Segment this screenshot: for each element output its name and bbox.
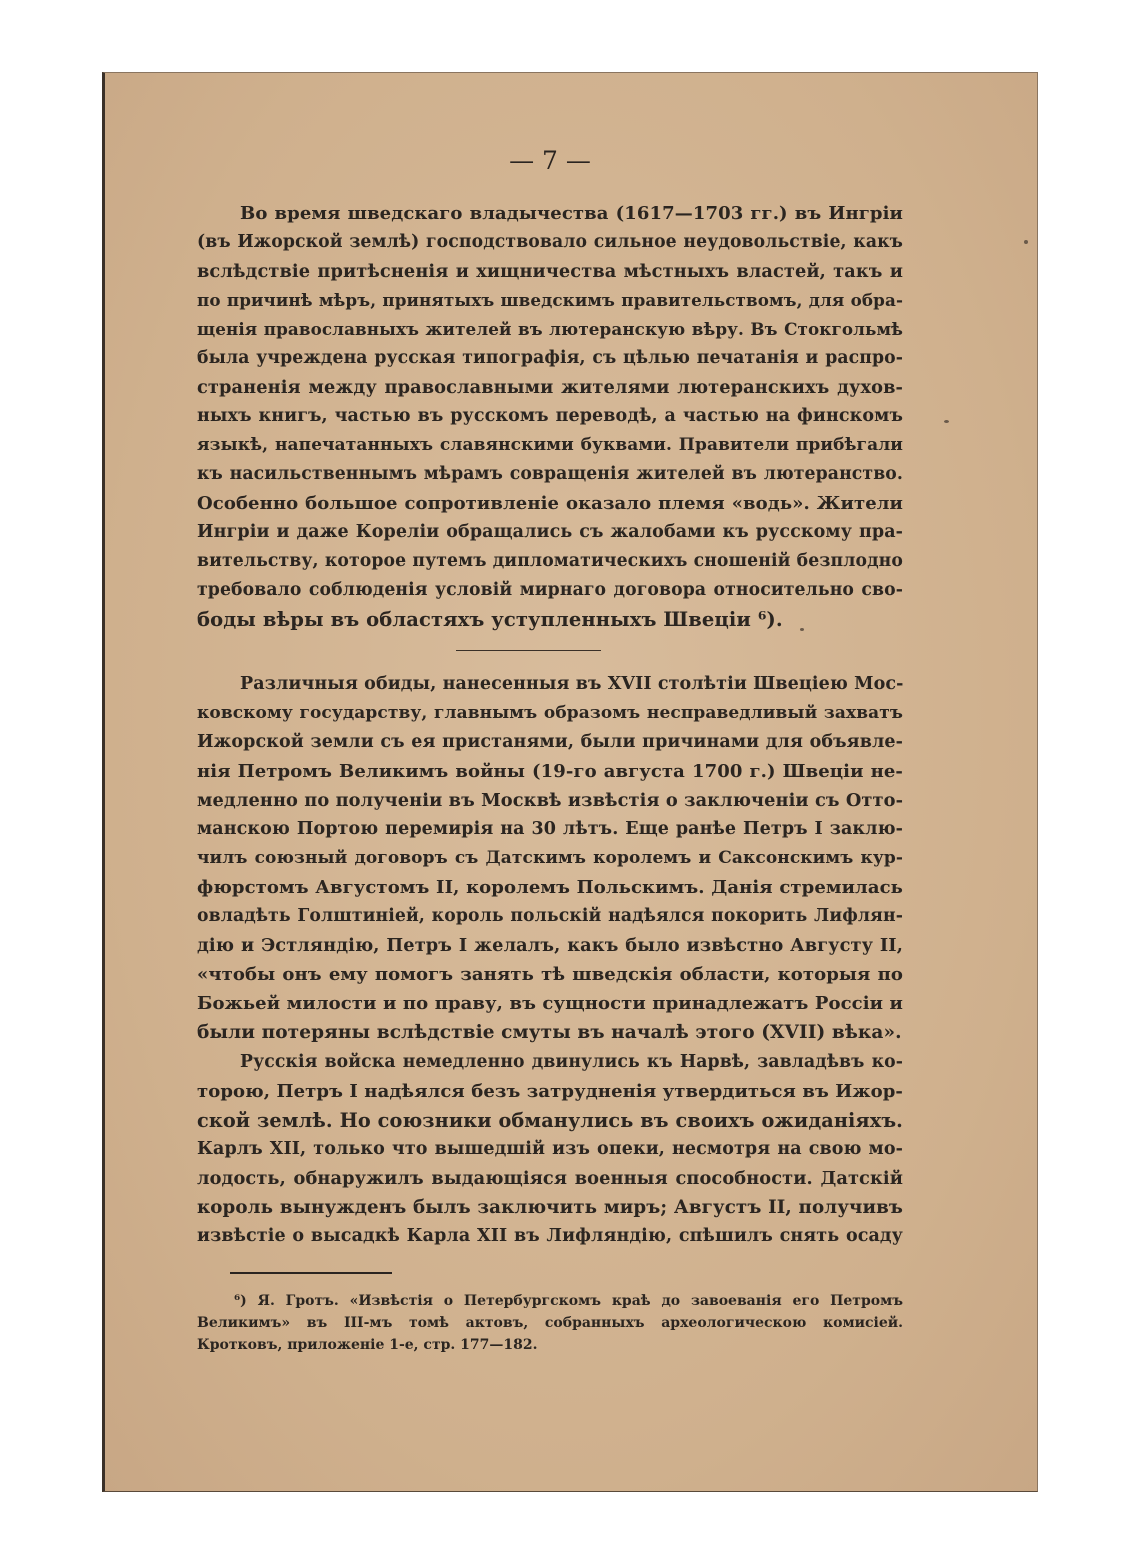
paper-speck: [1024, 240, 1028, 244]
text-line: «чтобы онъ ему помогъ занять тѣ шведскія области, которыя по: [197, 964, 903, 985]
text-line: (въ Ижорской землѣ) господствовало сильное неудовольствіе, какъ: [197, 232, 903, 252]
text-line: Особенно большое сопротивленіе оказало племя «водь». Жители: [197, 493, 903, 514]
text-line: фюрстомъ Августомъ II, королемъ Польскимъ. Данія стремилась: [197, 877, 903, 898]
text-line: торою, Петръ I надѣялся безъ затрудненія утвердиться въ Ижор-: [197, 1081, 903, 1102]
text-line: король вынужденъ былъ заключить миръ; Августъ II, получивъ: [197, 1197, 903, 1218]
text-line: лодость, обнаружилъ выдающіяся военныя способности. Датскій: [197, 1168, 903, 1189]
text-line: были потеряны вслѣдствіе смуты въ началѣ этого (XVII) вѣка».: [197, 1022, 902, 1043]
text-line: ской землѣ. Но союзники обманулись въ своихъ ожиданіяхъ.: [197, 1109, 903, 1132]
footnote-line: ⁶) Я. Гротъ. «Извѣстія о Петербургскомъ краѣ до завоеванія его Петромъ: [234, 1293, 903, 1309]
text-line: нія Петромъ Великимъ войны (19-го августа 1700 г.) Швеціи не-: [197, 761, 903, 782]
text-line: Различныя обиды, нанесенныя въ XVII столѣтіи Швеціею Мос-: [240, 674, 904, 694]
text-line: Русскія войска немедленно двинулись къ Нарвѣ, завладѣвъ ко-: [240, 1052, 903, 1072]
text-line: языкѣ, напечатанныхъ славянскими буквами. Правители прибѣгали: [197, 435, 903, 455]
text-line: Божьей милости и по праву, въ сущности принадлежатъ Россіи и: [197, 993, 903, 1014]
paper-speck: [800, 628, 804, 631]
text-line: страненія между православными жителями лютеранскихъ духов-: [197, 377, 903, 398]
text-line: чилъ союзный договоръ съ Датскимъ королемъ и Саксонскимъ кур-: [197, 848, 903, 868]
section-divider: [456, 650, 601, 651]
text-line: боды вѣры въ областяхъ уступленныхъ Швеціи ⁶).: [197, 608, 783, 631]
text-line: медленно по полученіи въ Москвѣ извѣстія о заключеніи съ Отто-: [197, 790, 904, 811]
text-line: вительству, которое путемъ дипломатическихъ сношеній безплодно: [197, 551, 903, 571]
text-line: овладѣть Голштиніей, король польскій надѣялся покорить Лифлян-: [197, 906, 903, 926]
text-line: была учреждена русская типографія, съ цѣлью печатанія и распро-: [197, 348, 903, 368]
footnote-line: Кротковъ, приложеніе 1-е, стр. 177—182.: [197, 1337, 538, 1353]
text-line: манскою Портою перемирія на 30 лѣтъ. Еще ранѣе Петръ I заклю-: [197, 819, 903, 839]
text-line: щенія православныхъ жителей въ лютеранскую вѣру. Въ Стокгольмѣ: [197, 319, 903, 339]
footnote-rule: [230, 1272, 392, 1274]
text-line: по причинѣ мѣръ, принятыхъ шведскимъ правительствомъ, для обра-: [197, 290, 903, 310]
text-line: Ижорской земли съ ея пристанями, были причинами для объявле-: [197, 732, 903, 752]
footnote-line: Великимъ» въ III-мъ томѣ актовъ, собранныхъ археологическою комисіей.: [197, 1315, 903, 1331]
text-line: извѣстіе о высадкѣ Карла XII въ Лифляндію, спѣшилъ снять осаду: [197, 1226, 903, 1246]
text-line: ковскому государству, главнымъ образомъ несправедливый захватъ: [197, 703, 903, 723]
paper-speck: [944, 420, 949, 423]
text-line: ныхъ книгъ, частью въ русскомъ переводѣ, а частью на финскомъ: [197, 406, 903, 426]
text-line: дію и Эстляндію, Петръ I желалъ, какъ было извѣстно Августу II,: [197, 935, 903, 956]
text-line: Карлъ XII, только что вышедшій изъ опеки, несмотря на свою мо-: [197, 1139, 903, 1159]
text-line: вслѣдствіе притѣсненія и хищничества мѣстныхъ властей, такъ и: [197, 261, 903, 282]
page-number: — 7 —: [509, 146, 591, 175]
text-line: Во время шведскаго владычества (1617—1703 гг.) въ Ингріи: [240, 203, 903, 224]
text-line: требовало соблюденія условій мирнаго договора относительно сво-: [197, 580, 903, 600]
text-line: Ингріи и даже Кореліи обращались съ жалобами къ русскому пра-: [197, 522, 903, 542]
text-line: къ насильственнымъ мѣрамъ совращенія жителей въ лютеранство.: [197, 464, 903, 484]
